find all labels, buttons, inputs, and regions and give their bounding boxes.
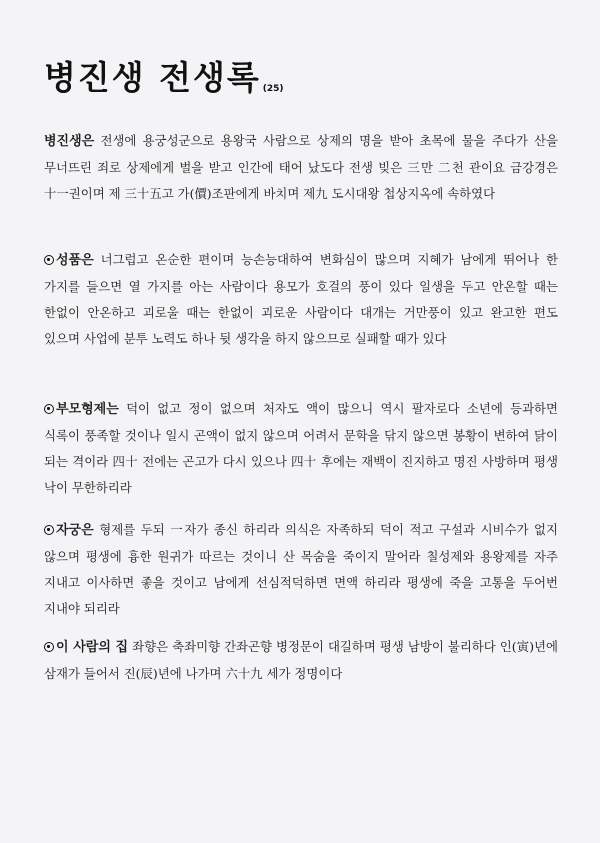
bullet-circle-icon (44, 404, 54, 414)
section-personality (44, 247, 558, 352)
section-body: 형제를 두되 一자가 종신 하리라 의식은 자족하되 덕이 적고 구설과 시비수가 없지 않으며 평생에 흉한 원귀가 따르는 것이니 산 목숨을 죽이지 말어라 칠성제와 용왕제를 자주 지내고 이사하면 좋을 것이고 남에게 선심적덕하면 면액 하리라 평생에 죽을 고통을 두어번 지내야 되리라 (44, 522, 558, 616)
section-lead: 자궁은 (56, 523, 94, 538)
section-house (44, 634, 558, 687)
page-number: (25) (262, 84, 284, 94)
section-body: 덕이 없고 정이 없으며 처자도 액이 많으니 역시 팔자로다 소년에 등과하면 식록이 풍족할 것이나 일시 곤액이 없지 않으며 어려서 문학을 닦지 않으면 봉황이 변하여 닭이 되는 격이라 四十 전에는 곤고가 다시 있으나 四十 후에는 재백이 진지하고 명진 사방하며 평생 낙이 무한하리라 (44, 401, 558, 495)
section-paragraph (44, 247, 558, 352)
section-paragraph (44, 634, 558, 687)
bullet-circle-icon (44, 525, 54, 535)
bullet-circle-icon (44, 642, 54, 652)
section-body: 너그럽고 온순한 편이며 능손능대하여 변화심이 많으며 지혜가 남에게 뛰어나 한 가지를 들으면 열 가지를 아는 사람이다 용모가 호걸의 풍이 있다 일생을 두고 안온할 때는 한없이 안온하고 괴로울 때는 한없이 괴로운 사람이다 대개는 거만풍이 있고 완고한 편도 있으며 사업에 분투 노력도 하나 뒷 생각을 하지 않으므로 실패할 때가 있다 (44, 252, 558, 346)
section-paragraph (44, 128, 558, 207)
section-lead: 병진생은 (44, 134, 95, 149)
page-title-text: 병진생 전생록 (44, 58, 261, 97)
section-lead: 부모형제는 (56, 402, 119, 417)
section-paragraph (44, 517, 558, 622)
section-jeonsaeng (44, 128, 558, 207)
section-family (44, 396, 558, 501)
page-title (44, 52, 284, 99)
section-body: 전생에 용궁성군으로 용왕국 사람으로 상제의 명을 받아 초목에 물을 주다가 산을 무너뜨린 죄로 상제에게 벌을 받고 인간에 태어 났도다 전생 빚은 三만 二천 관이요 금강경은 十一권이며 제 三十五고 가(價)조판에게 바치며 제九 도시대왕 첩상지옥에 속하였다 (44, 133, 558, 201)
section-paragraph (44, 396, 558, 501)
section-lead: 이 사람의 집 (56, 640, 129, 655)
section-body: 좌향은 축좌미향 간좌곤향 병정문이 대길하며 평생 남방이 불리하다 인(寅)년에 삼재가 들어서 진(辰)년에 나가며 六十九 세가 정명이다 (44, 639, 558, 681)
section-lead: 성품은 (56, 253, 94, 268)
bullet-circle-icon (44, 255, 54, 265)
section-children (44, 517, 558, 622)
